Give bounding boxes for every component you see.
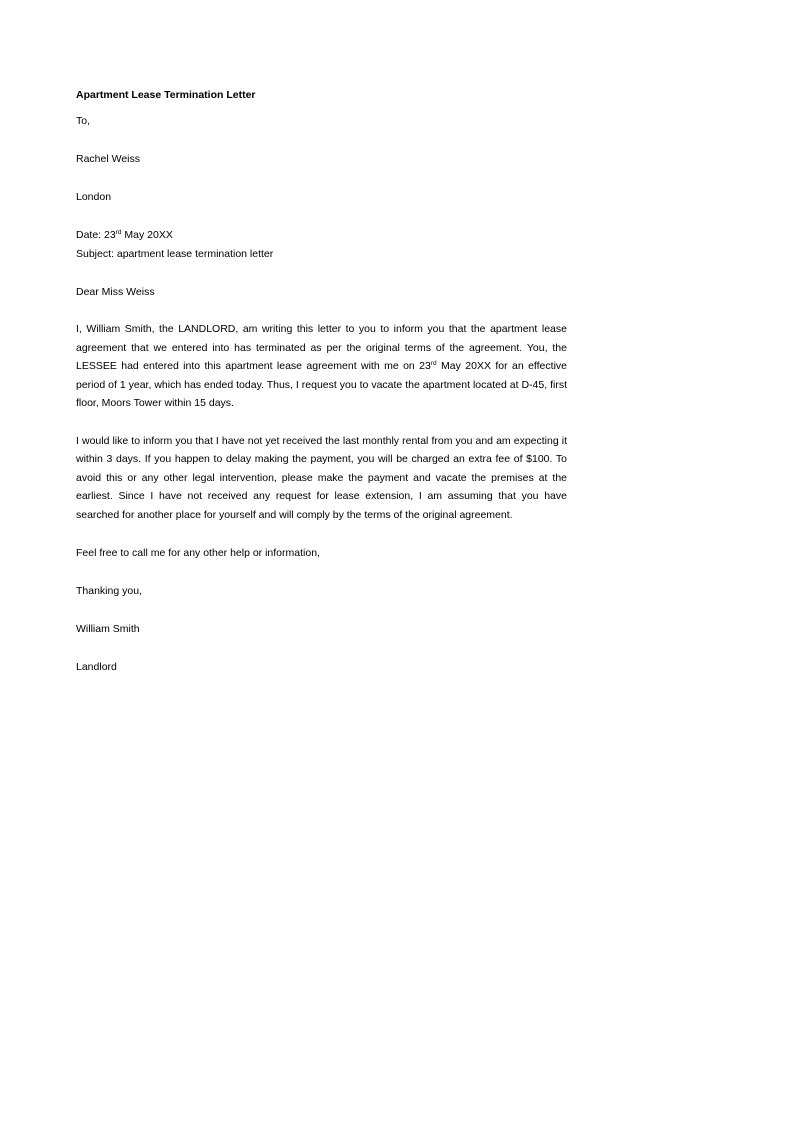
closing-note: Feel free to call me for any other help or information, [76, 547, 320, 559]
sender-role: Landlord [76, 661, 117, 673]
body-paragraph-1 [76, 320, 567, 413]
paragraph-1-ordinal-suffix: rd [430, 360, 437, 367]
sign-off: Thanking you, [76, 585, 142, 597]
date-prefix: Date: 23 [76, 229, 116, 241]
letter-subject: Subject: apartment lease termination letter [76, 248, 274, 260]
salutation: Dear Miss Weiss [76, 286, 155, 298]
recipient-city: London [76, 191, 112, 203]
letter-date [76, 226, 567, 244]
date-ordinal-suffix: rd [115, 229, 122, 236]
letter-page [76, 86, 567, 676]
paragraph-1-part-b: May 20XX for an effective period of 1 year, which has ended today. Thus, I request you to vacate the apartment located at D-45, first floor, Moors Tower within 15 days. [76, 360, 567, 409]
date-rest: May 20XX [121, 229, 173, 241]
recipient-name: Rachel Weiss [76, 153, 140, 165]
letter-title: Apartment Lease Termination Letter [76, 89, 256, 101]
to-label: To, [76, 115, 91, 127]
sender-name: William Smith [76, 623, 140, 635]
body-paragraph-2: I would like to inform you that I have not yet received the last monthly rental from you and am expecting it within 3 days. If you happen to delay making the payment, you will be charged an extra fee of $100. To avoid this or any other legal intervention, please make the payment and vacate the premises at the earliest. Since I have not received any request for lease extension, I am assuming that you have searched for another place for yourself and will comply by the terms of the original agreement. [76, 434, 567, 521]
paragraph-1-part-a: I, William Smith, the LANDLORD, am writing this letter to you to inform you that the apartment lease agreement that we entered into has terminated as per the original terms of the agreement. You, the LESSEE had entered into this apartment lease agreement with me on 23 [76, 323, 567, 372]
